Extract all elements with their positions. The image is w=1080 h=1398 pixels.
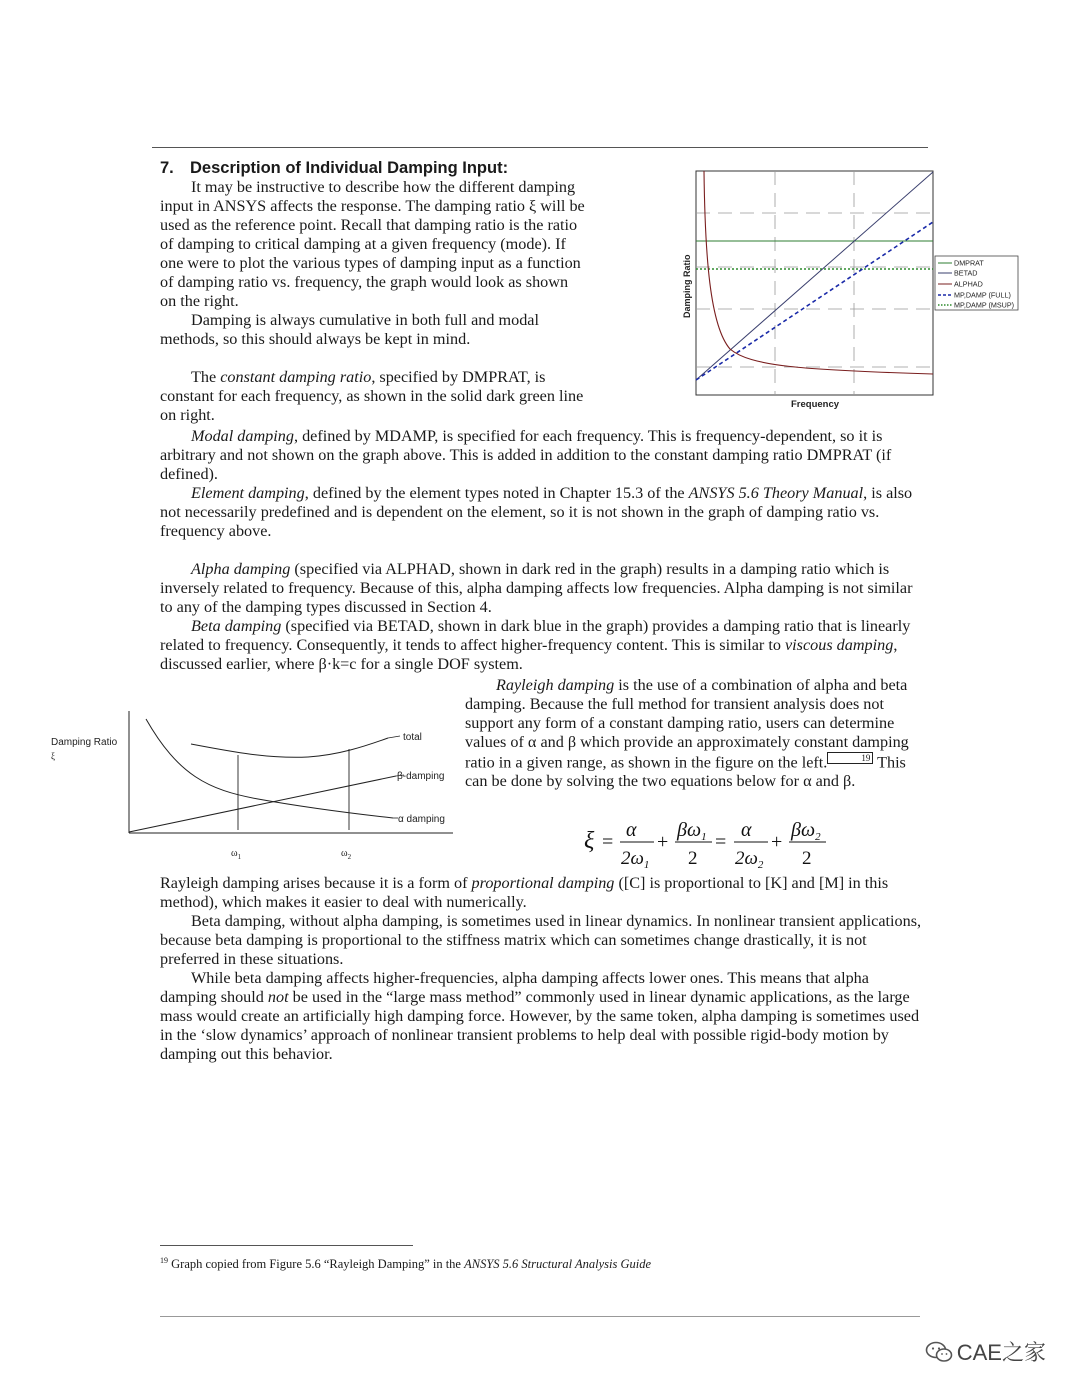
p7-b: (specified via BETAD, shown in dark blue in the graph) provides a damping ratio that is linearly related to frequency. Consequently, it tends to affect higher-frequency content. This is similar to bbox=[160, 617, 911, 654]
footnote-ref: 19 bbox=[827, 752, 873, 764]
para1-line: of damping ratio vs. frequency, the graph would look as shown bbox=[160, 273, 569, 291]
legend-betad: BETAD bbox=[954, 268, 978, 278]
para2-line: Damping is always cumulative in both full and modal bbox=[191, 311, 539, 329]
p5-b: , defined by the element types noted in Chapter 15.3 of the bbox=[304, 484, 689, 502]
p6-term: Alpha damping bbox=[191, 560, 291, 578]
para1-line: It may be instructive to describe how the different damping bbox=[191, 178, 576, 196]
p11-not: not bbox=[267, 988, 289, 1006]
para1-line: used as the reference point. Recall that damping ratio is the ratio bbox=[160, 216, 578, 234]
eq-alpha-num: α bbox=[626, 819, 637, 841]
eq-plus-2: + bbox=[771, 831, 783, 853]
para8 bbox=[465, 676, 925, 791]
bottom-text bbox=[160, 874, 925, 1064]
bottom-rule bbox=[160, 1316, 920, 1317]
eq-plus-1: + bbox=[657, 831, 669, 853]
p9-a: Rayleigh damping arises because it is a form of bbox=[160, 874, 472, 892]
rayleigh-text bbox=[465, 676, 925, 791]
p8-c: This can be done by solving the two equations below for α and β. bbox=[465, 753, 906, 791]
rayleigh-equation bbox=[582, 812, 842, 870]
footnote-guide: ANSYS 5.6 Structural Analysis Guide bbox=[464, 1257, 652, 1272]
para9 bbox=[160, 874, 925, 912]
para4 bbox=[160, 427, 925, 484]
section-heading bbox=[160, 158, 508, 178]
eq-beta-omega1: $\beta\omega_1$ bbox=[677, 819, 707, 843]
eq-xi: ξ bbox=[584, 828, 595, 854]
eq-two-2: 2 bbox=[802, 848, 812, 869]
section-title: Description of Individual Damping Input: bbox=[190, 159, 509, 177]
eq-equals-1: = bbox=[602, 831, 614, 853]
para6 bbox=[160, 560, 925, 617]
eq-alpha-num-2: α bbox=[741, 819, 752, 841]
para3 bbox=[160, 368, 660, 387]
alpha-damping-curve bbox=[146, 719, 393, 818]
eq-beta-omega2: $\beta\omega_2$ bbox=[791, 819, 821, 843]
para2-line: methods, so this should always be kept in mind. bbox=[160, 330, 471, 348]
graph2-total-label: total bbox=[403, 732, 422, 743]
plot-area bbox=[696, 171, 933, 395]
para10: Beta damping, without alpha damping, is sometimes used in linear dynamics. In nonlinear transient applications, because beta damping is proportional to the stiffness matrix which can sometimes change drastically, it is not preferred in these situations. bbox=[160, 912, 922, 968]
section-number: 7. bbox=[160, 159, 174, 177]
legend-mpdamp-msup: MP,DAMP (MSUP) bbox=[954, 300, 1015, 310]
p11-a: While beta damping affects higher-frequencies, alpha damping affects lower ones. This means that alpha damping should bbox=[160, 969, 869, 1006]
para5 bbox=[160, 484, 925, 541]
beta-damping-line bbox=[129, 776, 396, 832]
footnote-rule bbox=[160, 1245, 413, 1246]
eq-two-omega1: $2\omega_1$ bbox=[621, 848, 650, 870]
watermark-text: CAE之家 bbox=[956, 1340, 1046, 1365]
p7-viscous: viscous damping bbox=[784, 636, 894, 654]
watermark bbox=[925, 1336, 1046, 1367]
graph2-ysym: ξ bbox=[51, 751, 56, 761]
footnote-text: Graph copied from Figure 5.6 “Rayleigh Damping” in the bbox=[168, 1257, 465, 1272]
intro-text bbox=[160, 178, 660, 425]
para3-line2: constant for each frequency, as shown in the solid dark green line bbox=[160, 387, 584, 405]
graph1-ylabel: Damping Ratio bbox=[682, 254, 692, 318]
p7-d: , discussed earlier, where β·k=c for a single DOF system. bbox=[160, 636, 898, 673]
rayleigh-damping-graph bbox=[48, 705, 458, 865]
para11 bbox=[160, 969, 925, 1064]
damping-ratio-graph bbox=[680, 166, 1025, 416]
p5-term: Element damping bbox=[191, 484, 305, 502]
para3-line3: on right. bbox=[160, 406, 215, 424]
p9-term: proportional damping bbox=[471, 874, 615, 892]
omega1-label: $\omega_1$ bbox=[231, 848, 242, 861]
p4-b: , defined by MDAMP, is specified for each frequency. This is frequency-dependent, so it is arbitrary and not shown on the graph above. This is added in addition to the constant damping ratio DMPRAT (if defined). bbox=[160, 427, 892, 483]
para1-line: input in ANSYS affects the response. The damping ratio ξ will be bbox=[160, 197, 585, 215]
omega2-label: $\omega_2$ bbox=[341, 848, 352, 861]
wechat-icon bbox=[925, 1341, 953, 1363]
p8-b: is the use of a combination of alpha and beta damping. Because the full method for transient analysis does not support any form of a constant damping ratio, users can determine values of α and β which provide an approximately constant damping ratio in a given range, as shown in the figure on the left. bbox=[465, 676, 909, 772]
p5-manual: ANSYS 5.6 Theory Manual bbox=[688, 484, 864, 502]
p4-term: Modal damping bbox=[191, 427, 294, 445]
graph2-alpha-label: α damping bbox=[398, 814, 445, 825]
legend-mpdamp-full: MP,DAMP (FULL) bbox=[954, 290, 1011, 300]
p8-term: Rayleigh damping bbox=[496, 676, 615, 694]
p9-c: ([C] is proportional to [K] and [M] in this method), which makes it easier to deal with numerically. bbox=[160, 874, 889, 911]
eq-two-1: 2 bbox=[688, 848, 698, 869]
para1-line: of damping to critical damping at a given frequency (mode). If bbox=[160, 235, 566, 253]
legend-dmprat: DMPRAT bbox=[954, 258, 984, 268]
top-rule bbox=[152, 147, 928, 148]
para1-line: one were to plot the various types of damping input as a function bbox=[160, 254, 581, 272]
graph1-xlabel: Frequency bbox=[791, 399, 840, 410]
middle-text bbox=[160, 427, 925, 674]
p3-a: The bbox=[191, 368, 221, 386]
legend-alphad: ALPHAD bbox=[954, 279, 983, 289]
eq-equals-2: = bbox=[715, 831, 727, 853]
footnote bbox=[160, 1256, 651, 1272]
p5-d: , is also not necessarily predefined and is dependent on the element, so it is not shown in the graph of damping ratio vs. frequency above. bbox=[160, 484, 913, 540]
graph1-legend bbox=[935, 256, 1018, 310]
total-curve bbox=[191, 738, 388, 757]
para7 bbox=[160, 617, 925, 674]
graph2-ylabel: Damping Ratio bbox=[51, 737, 118, 748]
para1-line: on the right. bbox=[160, 292, 239, 310]
p3-c: , specified by DMPRAT, is bbox=[371, 368, 546, 386]
eq-two-omega2: $2\omega_2$ bbox=[735, 848, 764, 870]
p3-term: constant damping ratio bbox=[220, 368, 372, 386]
graph2-beta-label: β-damping bbox=[397, 771, 445, 782]
p6-b: (specified via ALPHAD, shown in dark red in the graph) results in a damping ratio which is inversely related to frequency. Because of this, alpha damping affects low frequencies. Alpha damping is not similar to any of the damping types discussed in Section 4. bbox=[160, 560, 913, 616]
p11-c: be used in the “large mass method” commonly used in linear dynamic applications, as the large mass would create an artificially high damping force. However, by the same token, alpha damping is sometimes used in the ‘slow dynamics’ approach of nonlinear transient problems to help deal with possible rigid-body motion by damping out this behavior. bbox=[160, 988, 920, 1063]
p7-term: Beta damping bbox=[191, 617, 282, 635]
footnote-number: 19 bbox=[160, 1256, 168, 1265]
